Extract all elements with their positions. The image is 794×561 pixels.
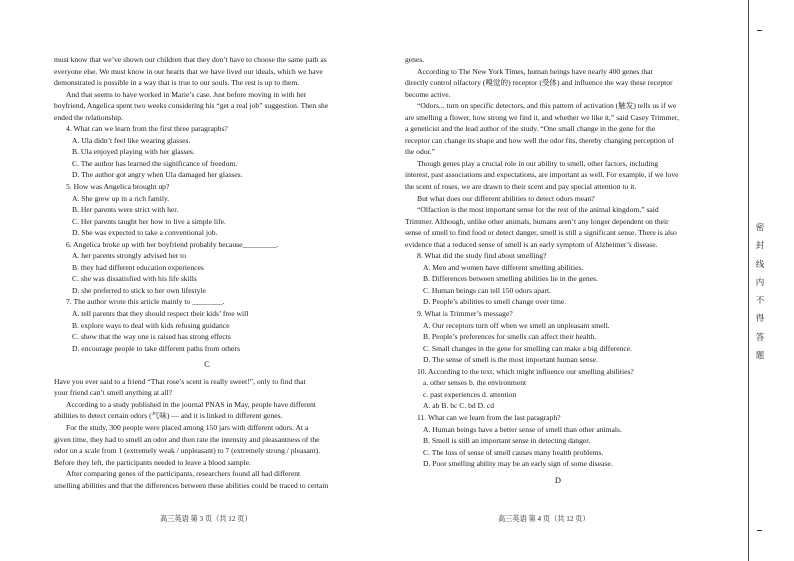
text-line: D. People’s abilities to smell change over time. <box>423 297 567 307</box>
text-line: D. encourage people to take different paths from others <box>72 343 240 353</box>
page-footer-left: 高三英语 第 3 页（共 12 页） <box>160 515 252 523</box>
text-line: C. Her parents taught her how to live a simple life. <box>72 216 226 226</box>
text-line: 11. What can we learn from the last paragraph? <box>417 412 561 422</box>
text-line: evidence that a reduced sense of smell is an early symptom of Alzheimer’s disease. <box>405 239 658 249</box>
text-line: B. People’s preferences for smells can affect their health. <box>423 332 597 342</box>
text-line: the odor.” <box>405 147 435 157</box>
section-heading: D <box>554 474 562 485</box>
text-line: D. She was expected to take a conventional job. <box>72 228 218 238</box>
left-column <box>54 54 360 491</box>
text-line: D. she preferred to stick to her own lifestyle <box>72 285 206 295</box>
text-line: Trimmer. Although, unlike other animals, humans aren’t any longer dependent on their <box>405 216 669 226</box>
text-line: are smelling a flower, how strong we find it, and whether we like it,” said Casey Trimmer, <box>405 112 679 122</box>
text-line: genes. <box>405 55 425 64</box>
text-line: 10. According to the text, which might influence our smelling abilities? <box>417 366 634 376</box>
text-line: become active. <box>405 89 451 99</box>
text-line: B. Her parents were strict with her. <box>72 205 179 215</box>
text-line: everyone else. We must know in our hearts that we have lived our ideals, which we have <box>54 66 323 76</box>
text-line: 5. How was Angelica brought up? <box>66 182 170 192</box>
text-line: 6. Angelica broke up with her boyfriend probably because_________. <box>66 239 279 249</box>
text-line: smelling abilities and that the differences between these abilities could be traced to certain <box>54 480 329 490</box>
text-line: Though genes play a crucial role in our ability to smell, other factors, including <box>417 158 659 168</box>
text-line: 8. What did the study find about smelling? <box>417 251 547 261</box>
text-line: A. tell parents that they should respect their kids’ free will <box>72 309 249 319</box>
text-line: For the study, 300 people were placed among 150 jars with different odors. At a <box>66 422 309 432</box>
text-line: A. She grew up in a rich family. <box>72 193 170 203</box>
text-line: According to a study published in the journal PNAS in May, people have different <box>66 399 316 409</box>
binding-tick-bottom <box>757 530 762 531</box>
binding-tick-top <box>757 30 762 31</box>
text-line: A. Ula didn’t feel like wearing glasses. <box>72 135 191 145</box>
text-line: interest, past associations and expectations, are important as well. For example, if we love <box>405 170 679 180</box>
text-line: 7. The author wrote this article mainly to ________. <box>66 297 225 307</box>
text-line: receptor can change its shape and how well the odor fits, thereby changing perception of <box>405 135 674 145</box>
text-line: A. ab B. bc C. bd D. cd <box>423 401 495 411</box>
text-line: A. Our receptors turn off when we smell an unpleasant smell. <box>423 320 610 330</box>
text-line: D. The sense of smell is the most important human sense. <box>423 355 598 365</box>
text-line: Before they left, the participants needed to leave a blood sample. <box>54 457 251 467</box>
text-line: a geneticist and the lead author of the study. “One small change in the gene for the <box>405 124 656 134</box>
text-line: A. her parents strongly advised her to <box>72 251 187 261</box>
text-line: C. show that the way one is raised has strong effects <box>72 332 231 342</box>
text-line: B. Differences between smelling abilities lie in the genes. <box>423 274 598 284</box>
text-line: given time, they had to smell an odor and then rate the intensity and pleasantness of the <box>54 434 320 444</box>
text-line: C. Human beings can tell 150 odors apart. <box>423 285 552 295</box>
page-footer-right: 高三英语 第 4 页（共 12 页） <box>498 515 590 523</box>
text-line: directly control olfactory (嗅觉的) receptor (受体) and influence the way these receptor <box>405 78 673 88</box>
text-line: Have you ever said to a friend “That rose’s scent is really sweet!”, only to find that <box>54 376 306 386</box>
text-line: After comparing genes of the participants, researchers found all had different <box>66 469 301 479</box>
text-line: C. The author has learned the significance of freedom. <box>72 158 238 168</box>
binding-margin-notice: 密封线内不得答题 <box>755 222 765 361</box>
text-line: 4. What can we learn from the first three paragraphs? <box>66 124 228 134</box>
text-line: demonstrated is possible in a way that is true to our souls. The rest is up to them. <box>54 78 300 88</box>
text-line: B. Smell is still an important sense in detecting danger. <box>423 436 591 446</box>
text-line: sense of smell to find food or detect danger, smell is still a significant sense. There is also <box>405 228 677 238</box>
text-line: c. past experiences d. attention <box>423 389 517 399</box>
text-line: boyfriend, Angelica spent two weeks considering his “get a real job” suggestion. Then she <box>54 101 329 111</box>
binding-line <box>748 0 749 561</box>
text-line: A. Human beings have a better sense of smell than other animals. <box>423 424 622 434</box>
text-line: C. The loss of sense of smell causes many health problems. <box>423 447 604 457</box>
text-line: A. Men and women have different smelling abilities. <box>423 262 584 272</box>
text-line: “Odors... turn on specific detectors, and this pattern of activation (触发) tells us if we <box>417 101 677 111</box>
text-line: a. other senses b. the environment <box>423 378 527 388</box>
section-heading: C <box>204 359 210 370</box>
text-line: And that seems to have worked in Marie’s case. Just before moving in with her <box>66 89 307 99</box>
text-line: ended the relationship. <box>54 112 123 122</box>
text-line: the scent of roses, we are drawn to their scent and pay special attention to it. <box>405 182 637 192</box>
text-line: But what does our different abilities to detect odors mean? <box>417 193 595 203</box>
text-line: C. Small changes in the gene for smelling can make a big difference. <box>423 343 633 353</box>
text-line: D. The author got angry when Ula damaged her glasses. <box>72 170 243 180</box>
text-line: According to The New York Times, human beings have nearly 400 genes that <box>417 66 653 76</box>
text-line: odor on a scale from 1 (extremely weak / unpleasant) to 7 (extremely strong / pleasant). <box>54 446 321 456</box>
right-column <box>405 54 711 491</box>
text-line: B. they had different education experiences <box>72 262 204 272</box>
text-line: B. explore ways to deal with kids refusing guidance <box>72 320 230 330</box>
text-line: B. Ula enjoyed playing with her glasses. <box>72 147 195 157</box>
text-line: abilities to detect certain odors (气味) — and it is linked to different genes. <box>54 411 283 421</box>
text-line: “Olfaction is the most important sense for the rest of the animal kingdom,” said <box>417 205 659 215</box>
text-line: must know that we’ve shown our children that they don’t have to choose the same path as <box>54 55 327 64</box>
text-line: D. Poor smelling ability may be an early sign of some disease. <box>423 459 613 469</box>
text-line: your friend can’t smell anything at all? <box>54 388 172 398</box>
text-line: 9. What is Trimmer’s message? <box>417 309 513 319</box>
text-line: C. she was dissatisfied with his life skills <box>72 274 197 284</box>
